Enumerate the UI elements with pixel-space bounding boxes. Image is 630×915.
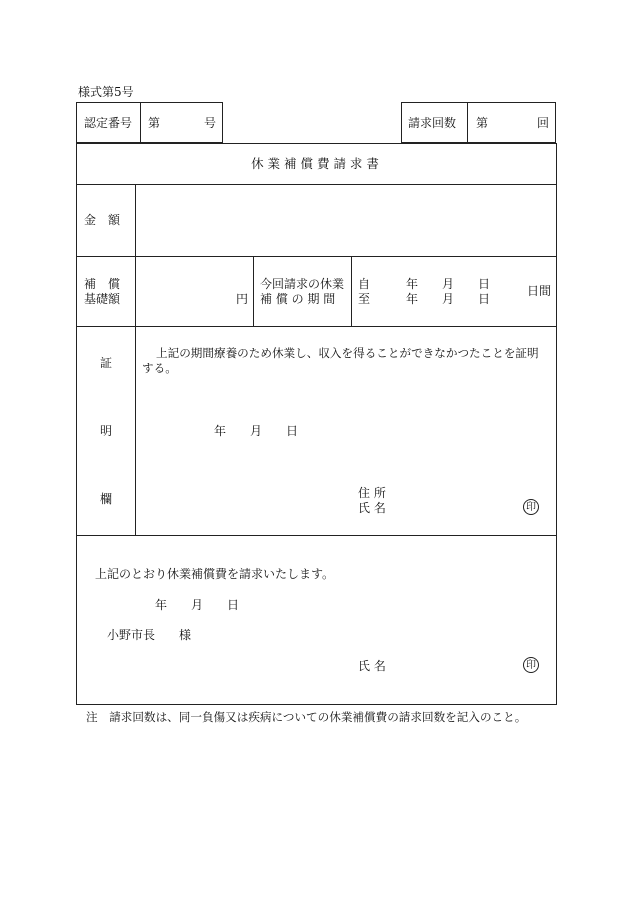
cert-label-2: 明 [100, 424, 113, 438]
cert-year: 年 [214, 424, 227, 438]
amount-label: 金 額 [84, 213, 121, 227]
cert-no-label: 認定番号 [84, 116, 133, 130]
period-from-year: 年 [406, 277, 419, 291]
period-label-2: 補 償 の 期 間 [260, 292, 336, 306]
basic-label-1: 補 償 [84, 277, 121, 291]
cert-text-line2: する。 [142, 361, 177, 375]
days-label: 日間 [527, 284, 552, 298]
cert-label-3: 欄 [100, 492, 113, 506]
claim-count-label: 請求回数 [408, 116, 457, 130]
cert-seal-icon: 印 [523, 499, 539, 515]
claim-addressee: 小野市長 様 [107, 628, 192, 642]
cert-no-go: 号 [204, 116, 217, 130]
cert-name-label: 氏 名 [358, 501, 386, 515]
period-label-1: 今回請求の休業 [260, 277, 345, 291]
basic-label-2: 基礎額 [84, 292, 121, 306]
cert-date-field[interactable] [150, 420, 310, 442]
yen-label: 円 [236, 292, 249, 306]
claim-year: 年 [155, 598, 168, 612]
claim-statement: 上記のとおり休業補償費を請求いたします。 [95, 567, 335, 581]
cert-label-1: 証 [100, 356, 113, 370]
cert-text-line1: 上記の期間療養のため休業し、収入を得ることができなかつたことを証明 [156, 346, 539, 360]
period-to-month: 月 [442, 292, 455, 306]
amount-field[interactable] [138, 187, 554, 253]
cert-address-label: 住 所 [358, 486, 386, 500]
period-to-year: 年 [406, 292, 419, 306]
cert-no-field[interactable] [146, 106, 220, 139]
form-title: 休 業 補 償 費 請 求 書 [251, 156, 379, 171]
claim-seal-icon: 印 [523, 657, 539, 673]
period-from-day: 日 [478, 277, 491, 291]
period-from-month: 月 [442, 277, 455, 291]
claim-name-label: 氏 名 [358, 659, 386, 673]
cert-month: 月 [250, 424, 263, 438]
claim-date-field[interactable] [95, 594, 245, 616]
claim-count-dai: 第 [476, 116, 489, 130]
period-field[interactable] [354, 259, 554, 323]
cert-no-dai: 第 [148, 116, 161, 130]
period-to-day: 日 [478, 292, 491, 306]
basic-amount-field[interactable] [138, 259, 250, 323]
form-number: 様式第5号 [78, 85, 134, 99]
claim-signature-field[interactable] [405, 654, 517, 678]
claim-day: 日 [227, 598, 240, 612]
period-to: 至 [358, 292, 371, 306]
claim-count-field[interactable] [470, 106, 552, 139]
cert-signature-field[interactable] [405, 483, 517, 519]
claim-count-kai: 回 [537, 116, 550, 130]
footnote: 注 請求回数は、同一負傷又は疾病についての休業補償費の請求回数を記入のこと。 [86, 710, 527, 724]
period-from: 自 [358, 277, 371, 291]
cert-day: 日 [286, 424, 299, 438]
claim-month: 月 [191, 598, 204, 612]
